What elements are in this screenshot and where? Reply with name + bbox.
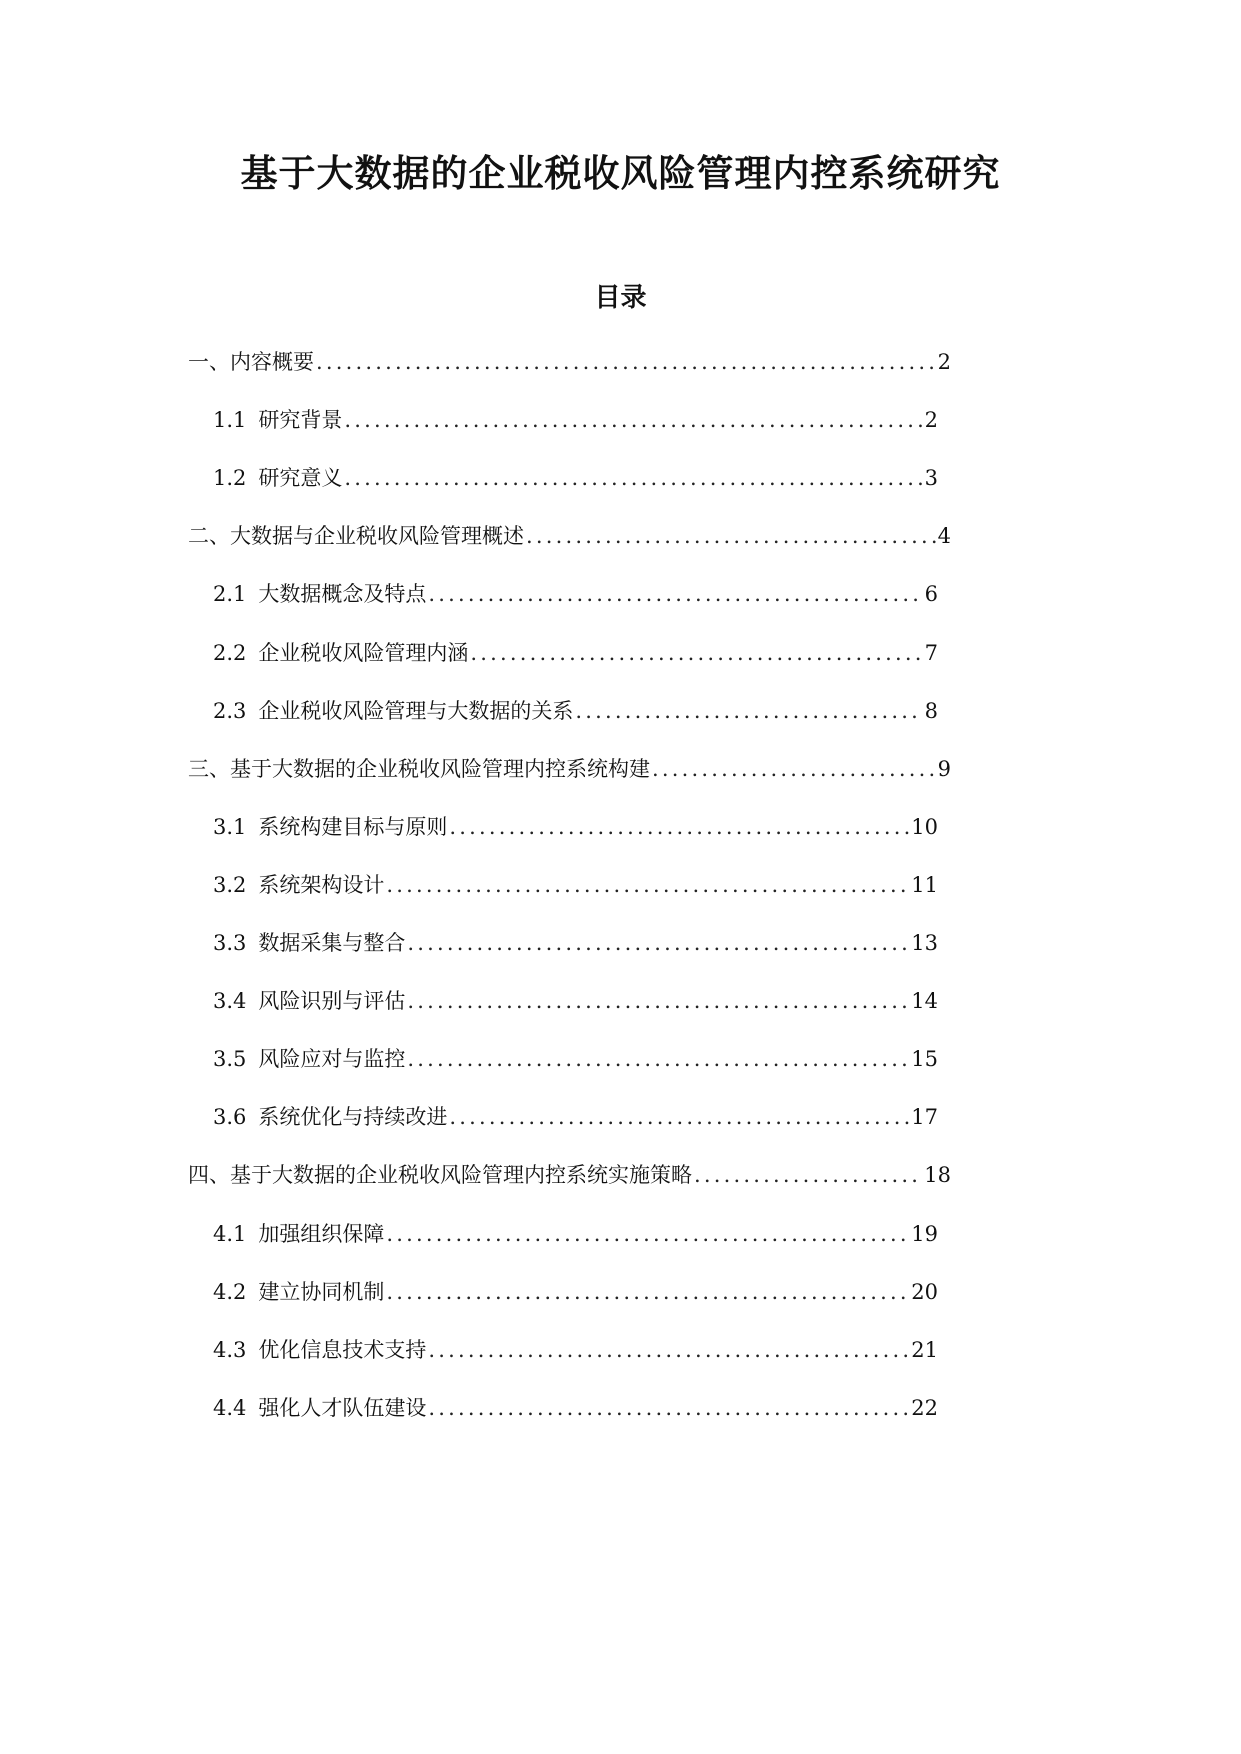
toc-entry-label: 研究背景 (258, 408, 343, 432)
toc-entry[interactable] (213, 1276, 938, 1308)
toc-entry-number: 3.1 (213, 815, 247, 839)
toc-entry-number: 2.3 (213, 699, 247, 723)
toc-entry[interactable] (213, 869, 938, 901)
toc-entry-page-number: 2 (937, 350, 951, 374)
toc-entry-number: 3.4 (213, 989, 247, 1013)
toc-entry-label: 一、内容概要 (188, 350, 314, 374)
toc-entry[interactable] (213, 927, 938, 959)
toc-entry[interactable] (213, 462, 938, 494)
toc-dot-leader (344, 404, 922, 436)
toc-entry-page-number: 22 (911, 1396, 938, 1420)
toc-dot-leader (428, 578, 922, 610)
toc-entry-label: 建立协同机制 (258, 1280, 385, 1304)
toc-entry-page-number: 6 (924, 582, 938, 606)
toc-entry-label: 风险识别与评估 (258, 989, 406, 1013)
toc-entry-page-number: 11 (911, 873, 938, 897)
toc-entry-label: 企业税收风险管理与大数据的关系 (258, 699, 574, 723)
toc-entry-label: 三、基于大数据的企业税收风险管理内控系统构建 (188, 757, 650, 781)
toc-entry-number: 2.2 (213, 641, 247, 665)
toc-entry-label: 加强组织保障 (258, 1222, 385, 1246)
toc-entry[interactable] (213, 1392, 938, 1424)
toc-dot-leader (407, 1043, 909, 1075)
toc-dot-leader (470, 637, 922, 669)
toc-entry-number: 2.1 (213, 582, 247, 606)
toc-entry-page-number: 21 (911, 1338, 938, 1362)
toc-entry[interactable] (213, 637, 938, 669)
toc-entry[interactable] (188, 753, 951, 785)
toc-entry-number: 3.5 (213, 1047, 247, 1071)
toc-entry-number: 1.2 (213, 466, 247, 490)
toc-entry-page-number: 15 (911, 1047, 938, 1071)
toc-entry-page-number: 14 (911, 989, 938, 1013)
toc-dot-leader (449, 1101, 909, 1133)
toc-entry-label: 系统优化与持续改进 (258, 1105, 448, 1129)
toc-entry-label: 大数据概念及特点 (258, 582, 427, 606)
toc-entry-number: 3.3 (213, 931, 247, 955)
toc-dot-leader (386, 1218, 909, 1250)
toc-dot-leader (575, 695, 922, 727)
toc-entry-number: 4.1 (213, 1222, 247, 1246)
toc-dot-leader (526, 520, 936, 552)
toc-dot-leader (428, 1392, 909, 1424)
toc-entry-label: 二、大数据与企业税收风险管理概述 (188, 524, 524, 548)
toc-entry-page-number: 4 (937, 524, 951, 548)
toc-dot-leader (386, 869, 909, 901)
toc-entry[interactable] (213, 1101, 938, 1133)
toc-dot-leader (344, 462, 922, 494)
toc-heading: 目录 (594, 283, 647, 313)
toc-entry[interactable] (188, 1159, 951, 1191)
toc-entry-page-number: 17 (911, 1105, 938, 1129)
toc-entry-label: 系统架构设计 (258, 873, 385, 897)
toc-entry[interactable] (188, 520, 951, 552)
toc-entry-number: 1.1 (213, 408, 247, 432)
toc-entry[interactable] (213, 1218, 938, 1250)
toc-entry-label: 强化人才队伍建设 (258, 1396, 427, 1420)
toc-entry-page-number: 7 (924, 641, 938, 665)
toc-entry-number: 4.3 (213, 1338, 247, 1362)
toc-entry[interactable] (213, 695, 938, 727)
toc-entry[interactable] (213, 811, 938, 843)
toc-entry[interactable] (213, 1334, 938, 1366)
toc-entry-label: 系统构建目标与原则 (258, 815, 448, 839)
toc-entry[interactable] (213, 1043, 938, 1075)
toc-entry-number: 4.2 (213, 1280, 247, 1304)
toc-entry-page-number: 3 (924, 466, 938, 490)
toc-entry-page-number: 20 (911, 1280, 938, 1304)
toc-dot-leader (652, 753, 936, 785)
toc-entry-page-number: 9 (937, 757, 951, 781)
toc-entry[interactable] (213, 985, 938, 1017)
toc-entry-number: 3.2 (213, 873, 247, 897)
toc-entry-page-number: 10 (911, 815, 938, 839)
toc-entry-page-number: 18 (924, 1163, 951, 1187)
toc-entry-label: 数据采集与整合 (258, 931, 406, 955)
toc-dot-leader (316, 346, 936, 378)
toc-entry-number: 4.4 (213, 1396, 247, 1420)
toc-dot-leader (407, 927, 909, 959)
toc-entry[interactable] (213, 404, 938, 436)
toc-entry[interactable] (213, 578, 938, 610)
toc-entry-number: 3.6 (213, 1105, 247, 1129)
toc-dot-leader (694, 1159, 922, 1191)
toc-entry[interactable] (188, 346, 951, 378)
toc-entry-page-number: 8 (924, 699, 938, 723)
toc-entry-label: 优化信息技术支持 (258, 1338, 427, 1362)
toc-dot-leader (449, 811, 909, 843)
document-title: 基于大数据的企业税收风险管理内控系统研究 (240, 151, 1001, 195)
toc-entry-page-number: 13 (911, 931, 938, 955)
toc-entry-page-number: 19 (911, 1222, 938, 1246)
toc-entry-label: 研究意义 (258, 466, 343, 490)
toc-entry-label: 企业税收风险管理内涵 (258, 641, 469, 665)
toc-entry-label: 风险应对与监控 (258, 1047, 406, 1071)
toc-dot-leader (407, 985, 909, 1017)
toc-entry-label: 四、基于大数据的企业税收风险管理内控系统实施策略 (188, 1163, 692, 1187)
toc-dot-leader (428, 1334, 909, 1366)
toc-dot-leader (386, 1276, 909, 1308)
toc-entry-page-number: 2 (924, 408, 938, 432)
